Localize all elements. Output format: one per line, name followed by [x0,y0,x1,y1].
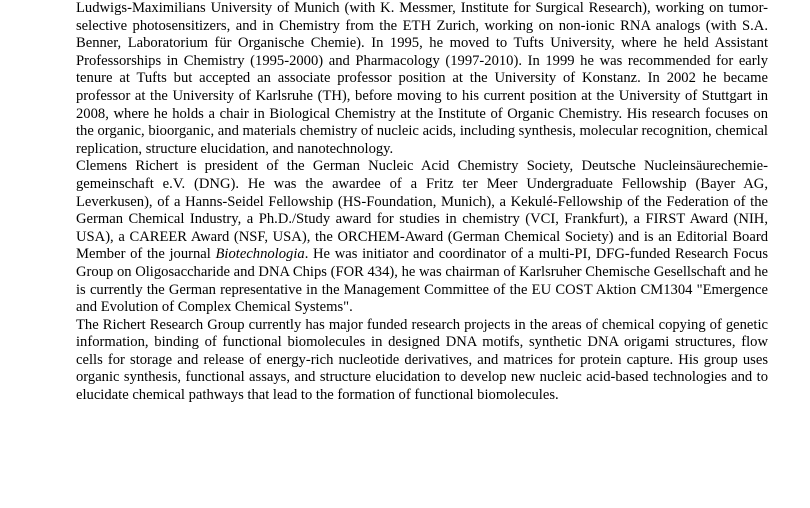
paragraph-awards [76,158,768,316]
paragraph-awards-text-after: . He was initiator and coordinator of a multi-PI, DFG-funded Research Focus Group on Oligosaccharide and DNA Chips (FOR 434), he was chairman of Karlsruher Chemische Gesellschaft and he is currently the German representative in the Management Committee of the EU COST Aktion CM1304 "Emergence and Evolution of Complex Chemical Systems". [76,246,768,316]
paragraph-research-group-text: The Richert Research Group currently has major funded research projects in the areas of chemical copying of genetic information, binding of functional biomolecules in designed DNA motifs, synthetic DNA origami structures, flow cells for storage and release of energy-rich nucleotide derivatives, and matrices for protein capture. His group uses organic synthesis, functional assays, and structure elucidation to develop new nucleic acid-based technologies and to elucidate chemical pathways that lead to the formation of functional biomolecules. [76,316,768,404]
journal-name: Biotechnologia [215,246,305,263]
paragraph-research-group [76,317,768,405]
biography-text [76,0,768,405]
paragraph-awards-text-before: Clemens Richert is president of the German Nucleic Acid Chemistry Society, Deutsche Nucleinsäurechemie- gemeinschaft e.V. (DNG). He was the awardee of a Fritz ter Meer Undergraduate Fellowship (Bayer AG, Leverkusen), of a Hanns-Seidel Fellowship (HS-Foundation, Munich), a Kekulé-Fellowship of the Federation of the German Chemical Industry, a Ph.D./Study award for studies in chemistry (VCI, Frankfurt), a FIRST Award (NIH, USA), a CAREER Award (NSF, USA), the ORCHEM-Award (German Chemical Society) and is an Editorial Board Member of the journal [76,158,768,263]
paragraph-career-text: Ludwigs-Maximilians University of Munich (with K. Messmer, Institute for Surgical Research), working on tumor-selective photosensitizers, and in Chemistry from the ETH Zurich, working on non-ionic RNA analogs (with S.A. Benner, Laboratorium für Organische Chemie). In 1995, he moved to Tufts University, where he held Assistant Professorships in Chemistry (1995-2000) and Pharmacology (1997-2010). In 1999 he was recommended for early tenure at Tufts but accepted an associate professor position at the University of Konstanz. In 2002 he became professor at the University of Karlsruhe (TH), before moving to his current position at the University of Stuttgart in 2008, where he holds a chair in Biological Chemistry at the Institute of Organic Chemistry. His research focuses on the organic, bioorganic, and materials chemistry of nucleic acids, including synthesis, molecular recognition, chemical replication, structure elucidation, and nanotechnology. [76,0,768,157]
paragraph-career [76,0,768,158]
